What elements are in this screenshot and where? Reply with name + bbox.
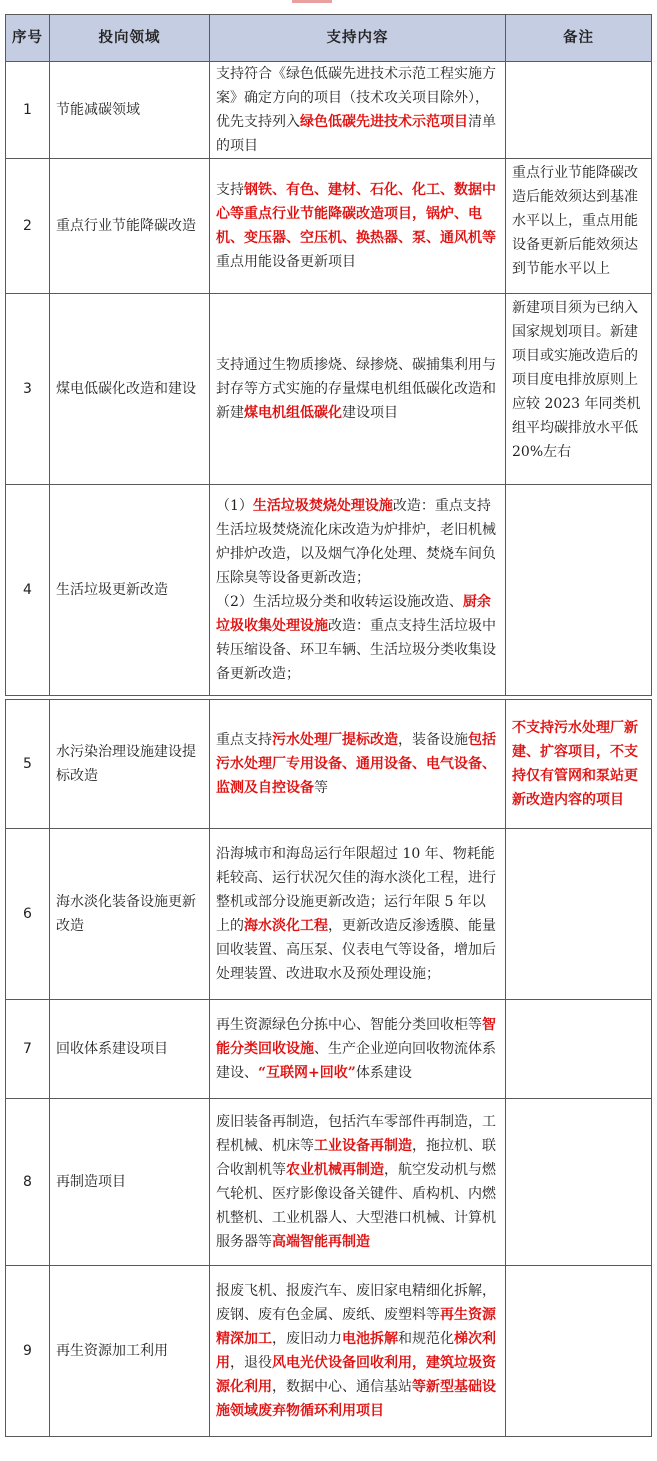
highlighted-text: 钢铁、有色、建材、石化、化工、数据中心等重点行业节能降碳改造项目，锅炉、电机、变压器、空压机、换热器、泵、通风机等 bbox=[216, 182, 496, 246]
remark bbox=[506, 1266, 652, 1437]
support-content bbox=[210, 1000, 506, 1099]
support-content bbox=[210, 159, 506, 294]
remark bbox=[506, 485, 652, 696]
support-content bbox=[210, 1266, 506, 1437]
highlighted-text: 高端智能再制造 bbox=[272, 1234, 370, 1250]
highlighted-text: 煤电机组低碳化 bbox=[244, 405, 342, 421]
highlighted-text: “互联网+回收” bbox=[258, 1065, 356, 1081]
investment-area: 煤电低碳化改造和建设 bbox=[50, 294, 210, 485]
content-text: （2）生活垃圾分类和收转运设施改造、 bbox=[216, 594, 463, 610]
row-number: 5 bbox=[6, 700, 50, 829]
highlighted-text: 包括污水处理厂专用设备、通用设备、电气设备、监测及自控设备 bbox=[216, 732, 496, 796]
investment-area: 水污染治理设施建设提标改造 bbox=[50, 700, 210, 829]
content-text: 废旧装备再制造，包括汽车零部件再制造，工程机械、机床等 bbox=[216, 1114, 496, 1154]
investment-area: 海水淡化装备设施更新改造 bbox=[50, 829, 210, 1000]
table-row bbox=[6, 1266, 652, 1437]
content-text: 改造：重点支持生活垃圾中转压缩设备、环卫车辆、生活垃圾分类收集设备更新改造； bbox=[216, 618, 496, 682]
remark bbox=[506, 62, 652, 159]
content-text: 支持 bbox=[216, 182, 244, 198]
table-row bbox=[6, 485, 652, 696]
support-content bbox=[210, 700, 506, 829]
highlighted-text: 绿色低碳先进技术示范项目 bbox=[300, 114, 468, 130]
highlighted-text: 梯次利用 bbox=[216, 1331, 496, 1371]
investment-area: 重点行业节能降碳改造 bbox=[50, 159, 210, 294]
table-row bbox=[6, 159, 652, 294]
top-decoration bbox=[292, 0, 332, 3]
highlighted-text: 再生资源精深加工 bbox=[216, 1307, 496, 1347]
header-note: 备注 bbox=[506, 15, 652, 62]
content-text: 支持符合《绿色低碳先进技术示范工程实施方案》确定方向的项目（技术攻关项目除外），优先支持列入 bbox=[216, 66, 496, 130]
row-number: 7 bbox=[6, 1000, 50, 1099]
header-content: 支持内容 bbox=[210, 15, 506, 62]
content-text: 再生资源绿色分拣中心、智能分类回收柜等 bbox=[216, 1017, 482, 1033]
table-row bbox=[6, 1000, 652, 1099]
content-text: 等 bbox=[314, 780, 328, 796]
row-number: 8 bbox=[6, 1099, 50, 1266]
investment-area: 再制造项目 bbox=[50, 1099, 210, 1266]
remark bbox=[506, 700, 652, 829]
content-text: ，退役 bbox=[230, 1355, 272, 1371]
content-text: 重点用能设备更新项目 bbox=[216, 254, 356, 270]
remark-text: 重点行业节能降碳改造后能效须达到基准水平以上，重点用能设备更新后能效须达到节能水平以上 bbox=[512, 165, 638, 277]
header-no: 序号 bbox=[6, 15, 50, 62]
highlighted-text: 风电光伏设备回收利用，建筑垃圾资源化利用 bbox=[216, 1355, 496, 1395]
content-text: 报废飞机、报废汽车、废旧家电精细化拆解，废钢、废有色金属、废纸、废塑料等 bbox=[216, 1283, 496, 1323]
remark bbox=[506, 159, 652, 294]
content-text: 改造：重点支持生活垃圾焚烧流化床改造为炉排炉，老旧机械炉排炉改造，以及烟气净化处理、焚烧车间负压除臭等设备更新改造； bbox=[216, 498, 496, 586]
table-row bbox=[6, 700, 652, 829]
highlighted-text: 生活垃圾焚烧处理设施 bbox=[252, 498, 393, 514]
highlighted-text: 污水处理厂提标改造 bbox=[272, 732, 398, 748]
content-text: 重点支持 bbox=[216, 732, 272, 748]
investment-areas-table bbox=[5, 14, 652, 1437]
table-row bbox=[6, 62, 652, 159]
highlighted-text: 电池拆解 bbox=[342, 1331, 398, 1347]
highlighted-text: 厨余垃圾收集处理设施 bbox=[216, 594, 491, 634]
content-text: ，拖拉机、联合收割机等 bbox=[216, 1138, 496, 1178]
highlighted-text: 等新型基础设施领域废弃物循环利用项目 bbox=[216, 1379, 496, 1419]
row-number: 1 bbox=[6, 62, 50, 159]
content-text: ，废旧动力 bbox=[272, 1331, 342, 1347]
content-text: 建设项目 bbox=[342, 405, 398, 421]
support-content bbox=[210, 1099, 506, 1266]
content-text: 体系建设 bbox=[355, 1065, 412, 1081]
content-text: 清单的项目 bbox=[216, 114, 496, 154]
table-row bbox=[6, 1099, 652, 1266]
content-text: 支持通过生物质掺烧、绿掺烧、碳捕集利用与封存等方式实施的存量煤电机组低碳化改造和新建 bbox=[216, 357, 496, 421]
content-text: ，数据中心、通信基站 bbox=[272, 1379, 412, 1395]
row-number: 6 bbox=[6, 829, 50, 1000]
row-number: 4 bbox=[6, 485, 50, 696]
content-text: 、生产企业逆向回收物流体系建设、 bbox=[216, 1041, 496, 1081]
table-header-row bbox=[6, 15, 652, 62]
content-text: ，更新改造反渗透膜、能量回收装置、高压泵、仪表电气等设备，增加后处理装置、改进取水及预处理设施； bbox=[216, 918, 496, 982]
table-row bbox=[6, 829, 652, 1000]
support-content bbox=[210, 294, 506, 485]
remark-text: 不支持污水处理厂新建、扩容项目，不支持仅有管网和泵站更新改造内容的项目 bbox=[512, 720, 638, 808]
remark bbox=[506, 1000, 652, 1099]
content-text: ，航空发动机与燃气轮机、医疗影像设备关键件、盾构机、内燃机整机、工业机器人、大型港口机械、计算机服务器等 bbox=[216, 1162, 496, 1250]
content-text: 和规范化 bbox=[398, 1331, 454, 1347]
table-row bbox=[6, 294, 652, 485]
investment-area: 生活垃圾更新改造 bbox=[50, 485, 210, 696]
highlighted-text: 智能分类回收设施 bbox=[216, 1017, 496, 1057]
remark bbox=[506, 829, 652, 1000]
header-area: 投向领域 bbox=[50, 15, 210, 62]
content-text: 沿海城市和海岛运行年限超过 10 年、物耗能耗较高、运行状况欠佳的海水淡化工程，进行整机或部分设施更新改造；运行年限 5 年以上的 bbox=[216, 846, 496, 934]
support-content bbox=[210, 829, 506, 1000]
highlighted-text: 工业设备再制造 bbox=[314, 1138, 412, 1154]
support-content bbox=[210, 485, 506, 696]
highlighted-text: 海水淡化工程 bbox=[244, 918, 328, 934]
row-number: 2 bbox=[6, 159, 50, 294]
investment-area: 再生资源加工利用 bbox=[50, 1266, 210, 1437]
remark bbox=[506, 1099, 652, 1266]
row-number: 9 bbox=[6, 1266, 50, 1437]
remark-text: 新建项目须为已纳入国家规划项目。新建项目或实施改造后的项目度电排放原则上应较 2023 年同类机组平均碳排放水平低 20%左右 bbox=[512, 300, 641, 460]
content-text: （1） bbox=[216, 498, 253, 514]
row-number: 3 bbox=[6, 294, 50, 485]
investment-area: 回收体系建设项目 bbox=[50, 1000, 210, 1099]
remark bbox=[506, 294, 652, 485]
content-text: ，装备设施 bbox=[398, 732, 468, 748]
investment-area: 节能减碳领域 bbox=[50, 62, 210, 159]
highlighted-text: 农业机械再制造 bbox=[286, 1162, 384, 1178]
support-content bbox=[210, 62, 506, 159]
